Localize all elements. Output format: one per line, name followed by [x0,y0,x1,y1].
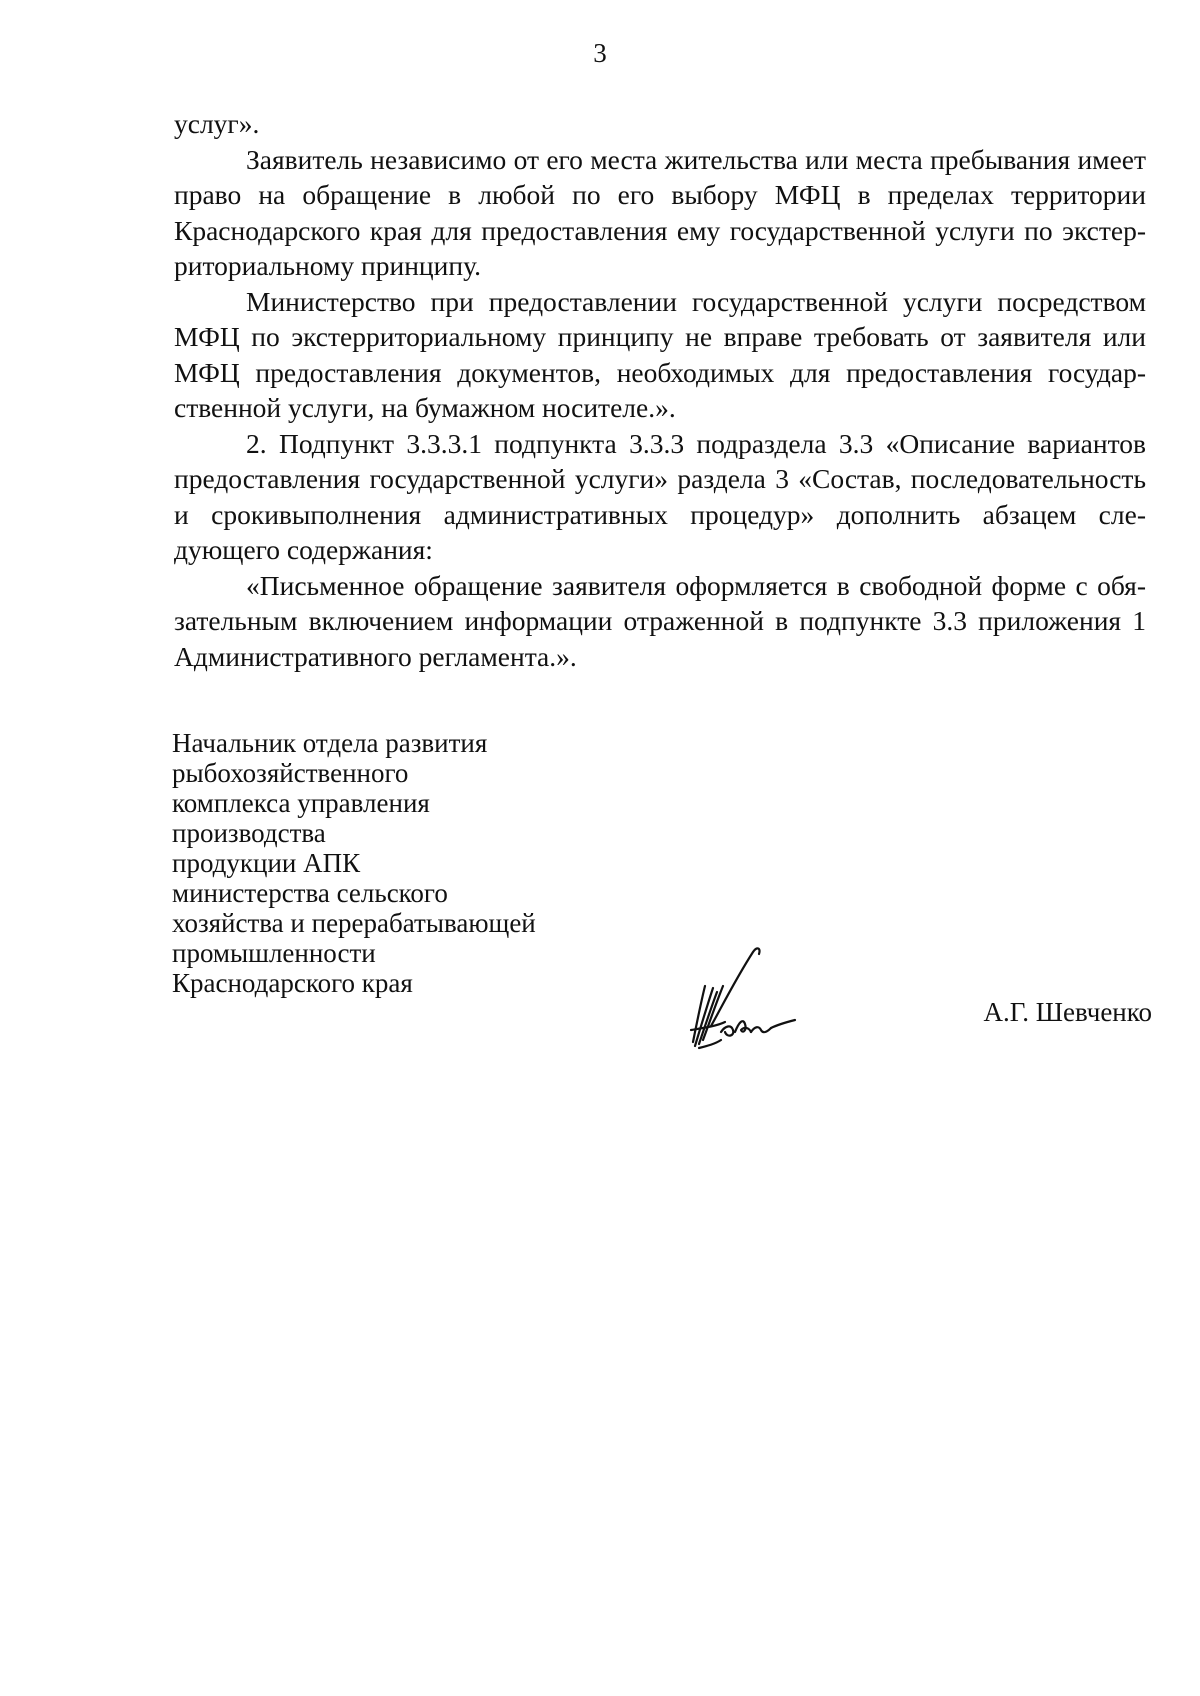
signatory-title-line: хозяйства и перерабатывающей [172,908,536,938]
signatory-title-line: Начальник отдела развития [172,728,488,758]
handwritten-signature [683,942,803,1054]
paragraph-continuation: услуг». [174,108,260,139]
signatory-name: А.Г. Шевченко [983,997,1152,1027]
signatory-title [172,728,612,998]
signatory-title-line: министерства сельского [172,878,448,908]
signatory-title-line: производства [172,818,326,848]
page-number: 3 [593,38,607,68]
signatory-title-line: Краснодарского края [172,968,413,998]
signatory-title-line: рыбохозяйственного [172,758,409,788]
signatory-title-line: продукции АПК [172,848,361,878]
paragraph-ministry-restriction: Министерство при предоставлении государственной услуги посредством МФЦ по экстерриториальному принципу не вправе требовать от заявителя или МФЦ предоставления документов, необходимых для предоставления государственной услуги, на бумажном носителе.». [174,285,1146,423]
paragraph-quoted-addition: «Письменное обращение заявителя оформляется в свободной форме с обязательным включением информации отраженной в подпункте 3.3 приложения 1 Административного регламента.». [174,569,1146,672]
paragraph-applicant-rights: Заявитель независимо от его места жительства или места пребывания имеет право на обращение в любой по его выбору МФЦ в пределах территории Краснодарского края для предоставления ему государственной услуги по экстерриториальному принципу. [174,143,1146,281]
signatory-title-line: промышленности [172,938,376,968]
signatory-title-line: комплекса управления [172,788,430,818]
paragraph-amendment-2: 2. Подпункт 3.3.3.1 подпункта 3.3.3 подраздела 3.3 «Описание вариантов предоставления государственной услуги» раздела 3 «Состав, последовательность и срокивыполнения административных процедур» дополнить абзацем следующего содержания: [174,427,1146,565]
document-body [174,106,1146,674]
